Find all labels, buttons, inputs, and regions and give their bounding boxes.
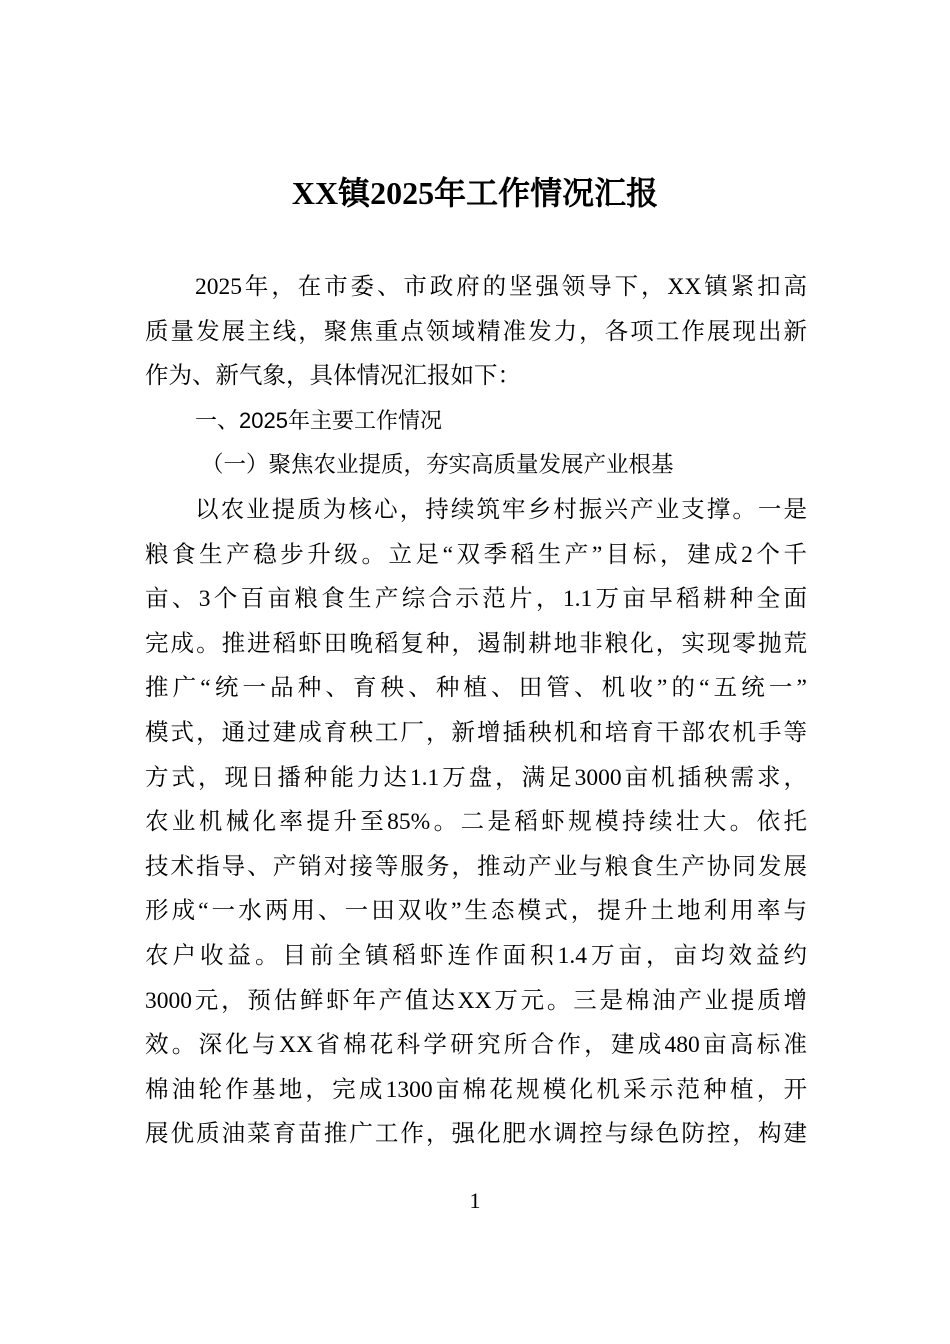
paragraph-line: 展优质油菜育苗推广工作，强化肥水调控与绿色防控，构建	[145, 1121, 807, 1148]
paragraph-line: 3000元，预估鲜虾年产值达XX万元。三是棉油产业提质增	[145, 987, 807, 1014]
paragraph-line: 2025年，在市委、市政府的坚强领导下，XX镇紧扣高	[195, 274, 807, 300]
paragraph-line: 作为、新气象，具体情况汇报如下：	[145, 363, 521, 390]
document-title: XX镇2025年工作情况汇报	[291, 175, 659, 211]
paragraph-line: 形成“一水两用、一田双收”生态模式，提升土地利用率与	[145, 898, 807, 925]
paragraph-line: 质量发展主线，聚焦重点领域精准发力，各项工作展现出新	[145, 318, 807, 345]
paragraph-line: 效。深化与XX省棉花科学研究所合作，建成480亩高标准	[145, 1032, 807, 1059]
paragraph-line: 完成。推进稻虾田晚稻复种，遏制耕地非粮化，实现零抛荒	[145, 630, 807, 657]
paragraph-line: 方式，现日播种能力达1.1万盘，满足3000亩机插秧需求，	[145, 764, 807, 791]
paragraph-line: 农户收益。目前全镇稻虾连作面积1.4万亩，亩均效益约	[145, 942, 807, 969]
paragraph-line: 农业机械化率提升至85%。二是稻虾规模持续壮大。依托	[145, 809, 807, 836]
paragraph-line: 以农业提质为核心，持续筑牢乡村振兴产业支撑。一是	[195, 496, 807, 523]
paragraph-line: 粮食生产稳步升级。立足“双季稻生产”目标，建成2个千	[145, 541, 807, 568]
page-number: 1	[469, 1188, 481, 1213]
paragraph-line: 技术指导、产销对接等服务，推动产业与粮食生产协同发展	[145, 853, 807, 880]
paragraph-line: 推广“统一品种、育秧、种植、田管、机收”的“五统一”	[145, 675, 807, 702]
paragraph-line: 棉油轮作基地，完成1300亩棉花规模化机采示范种植，开	[145, 1076, 807, 1103]
subsection-heading: （一）聚焦农业提质，夯实高质量发展产业根基	[201, 452, 674, 478]
document-body	[145, 265, 807, 1157]
paragraph-line: 模式，通过建成育秧工厂，新增插秧机和培育干部农机手等	[145, 719, 807, 746]
paragraph-line: 亩、3个百亩粮食生产综合示范片，1.1万亩早稻耕种全面	[145, 586, 807, 613]
section-heading: 一、2025年主要工作情况	[195, 407, 442, 433]
